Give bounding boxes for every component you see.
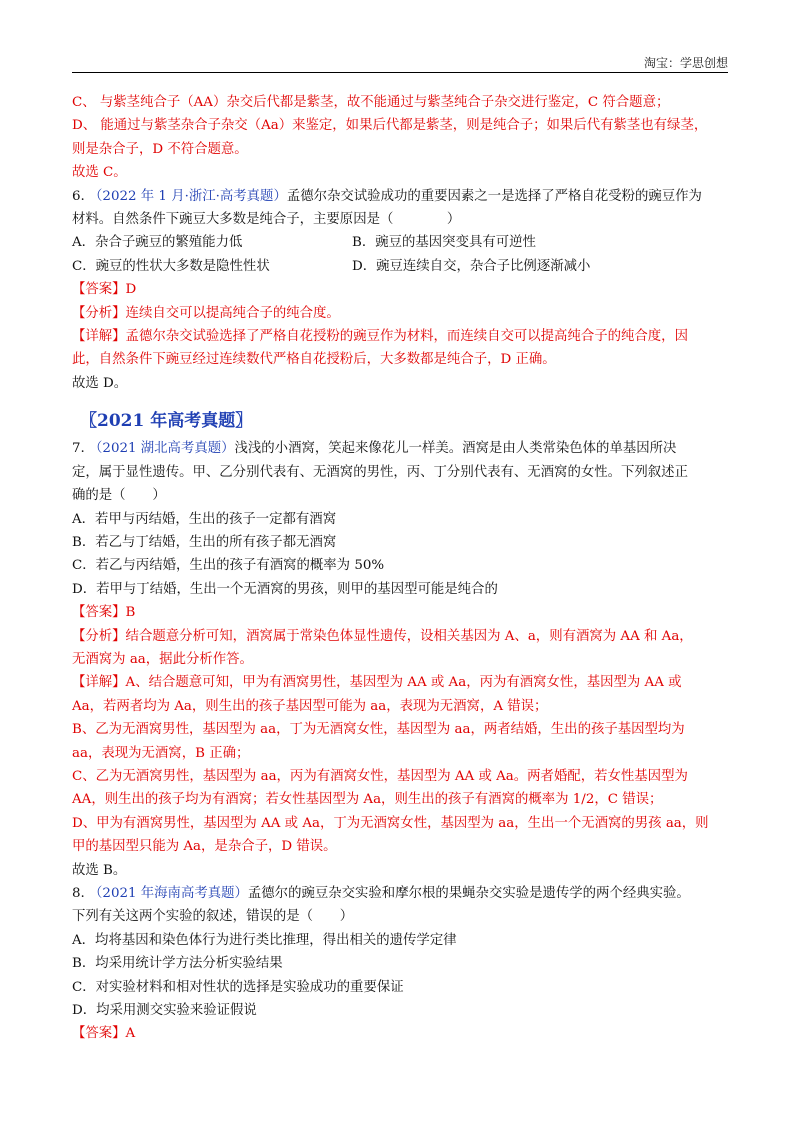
option-d: D．豌豆连续自交，杂合子比例逐渐减小 [352, 258, 591, 274]
option-b: B．豌豆的基因突变具有可逆性 [352, 235, 536, 251]
detail-line: 此，自然条件下豌豆经过连续数代严格自花授粉后，大多数都是纯合子，D 正确。 [72, 352, 556, 368]
question-stem [72, 882, 732, 905]
explanation-line: D、 能通过与紫茎杂合子杂交（Aa）来鉴定，如果后代都是紫茎，则是纯合子；如果后代有紫茎也有绿茎， [72, 118, 708, 134]
question-stem [72, 437, 732, 460]
page-content [72, 91, 732, 1046]
question-text: 定，属于显性遗传。甲、乙分别代表有、无酒窝的男性，丙、丁分别代表有、无酒窝的女性。下列叙述正 [72, 464, 688, 480]
question-source: （2021 年海南高考真题） [89, 886, 248, 901]
answer-line: 【答案】A [72, 1026, 136, 1042]
option-d: D．若甲与丁结婚，生出一个无酒窝的男孩，则甲的基因型可能是纯合的 [72, 581, 498, 597]
conclusion-line: 故选 B。 [72, 862, 127, 878]
option-c: C．若乙与丙结婚，生出的孩子有酒窝的概率为 50% [72, 558, 385, 574]
question-source: （2021 湖北高考真题） [89, 441, 235, 457]
question-number: 7. [72, 441, 85, 457]
option-b: B．均采用统计学方法分析实验结果 [72, 956, 283, 972]
question-text: 确的是（ ） [72, 488, 166, 504]
question-source: （2022 年 1 月·浙江·高考真题） [89, 188, 287, 204]
previous-question-explanation [72, 91, 732, 185]
detail-line: 【详解】A、结合题意可知，甲为有酒窝男性，基因型为 AA 或 Aa，丙为有酒窝女性，基因型为 AA 或 [72, 675, 682, 691]
options-row [72, 255, 732, 278]
question-text: 孟德尔的豌豆杂交实验和摩尔根的果蝇杂交实验是遗传学的两个经典实验。 [247, 886, 690, 901]
explanation-line: 则是杂合子，D 不符合题意。 [72, 141, 248, 157]
section-title: 〖2021 年高考真题〗 [80, 411, 253, 432]
question-number: 8. [72, 886, 85, 901]
conclusion-line: 故选 D。 [72, 375, 128, 391]
question-7 [72, 437, 732, 882]
question-text: 浅浅的小酒窝，笑起来像花儿一样美。酒窝是由人类常染色体的单基因所决 [234, 441, 677, 457]
analysis-line: 无酒窝为 aa，据此分析作答。 [72, 651, 253, 667]
option-d: D．均采用测交实验来验证假说 [72, 1003, 257, 1019]
option-b: B．若乙与丁结婚，生出的所有孩子都无酒窝 [72, 534, 337, 550]
option-a: A．均将基因和染色体行为进行类比推理，得出相关的遗传学定律 [72, 932, 457, 948]
detail-line: D、甲为有酒窝男性，基因型为 AA 或 Aa，丁为无酒窝女性，基因型为 aa，生出一个无酒窝的男孩 aa，则 [72, 815, 709, 831]
detail-line: 甲的基因型只能为 Aa，是杂合子，D 错误。 [72, 839, 337, 855]
question-6 [72, 185, 732, 396]
question-text: 孟德尔杂交试验成功的重要因素之一是选择了严格自花受粉的豌豆作为 [286, 188, 702, 204]
analysis-line: 【分析】结合题意分析可知，酒窝属于常染色体显性遗传，设相关基因为 A、a，则有酒窝为 AA 和 Aa， [72, 628, 693, 644]
conclusion-line: 故选 C。 [72, 165, 127, 181]
option-c: C．对实验材料和相对性状的选择是实验成功的重要保证 [72, 979, 404, 995]
question-text: 材料。自然条件下豌豆大多数是纯合子，主要原因是（ ） [72, 212, 461, 228]
detail-line: 【详解】孟德尔杂交试验选择了严格自花授粉的豌豆作为材料，而连续自交可以提高纯合子的纯合度，因 [72, 329, 688, 345]
question-number: 6. [72, 188, 85, 204]
header-divider [72, 72, 728, 73]
question-text: 下列有关这两个实验的叙述，错误的是（ ） [72, 909, 354, 925]
page-header: 淘宝：学思创想 [643, 56, 728, 70]
answer-line: 【答案】B [72, 605, 136, 621]
option-c: C．豌豆的性状大多数是隐性性状 [72, 258, 270, 274]
explanation-line: C、 与紫茎纯合子（AA）杂交后代都是紫茎，故不能通过与紫茎纯合子杂交进行鉴定，C 符合题意； [72, 95, 670, 110]
option-a: A．若甲与丙结婚，生出的孩子一定都有酒窝 [72, 511, 337, 527]
detail-line: aa，表现为无酒窝，B 正确； [72, 745, 250, 761]
detail-line: AA，则生出的孩子均为有酒窝；若女性基因型为 Aa，则生出的孩子有酒窝的概率为 1/2，C 错误； [72, 792, 663, 808]
analysis-line: 【分析】连续自交可以提高纯合子的纯合度。 [72, 305, 340, 321]
detail-line: Aa，若两者均为 Aa，则生出的孩子基因型可能为 aa，表现为无酒窝，A 错误； [72, 698, 548, 714]
option-a: A．杂合子豌豆的繁殖能力低 [72, 235, 243, 251]
options-row [72, 231, 732, 254]
answer-line: 【答案】D [72, 282, 137, 298]
question-8 [72, 882, 732, 1046]
detail-line: B、乙为无酒窝男性，基因型为 aa，丁为无酒窝女性，基因型为 aa，两者结婚，生出的孩子基因型均为 [72, 722, 685, 738]
detail-line: C、乙为无酒窝男性，基因型为 aa，丙为有酒窝女性，基因型为 AA 或 Aa。两者婚配，若女性基因型为 [72, 768, 688, 784]
question-stem [72, 185, 732, 208]
